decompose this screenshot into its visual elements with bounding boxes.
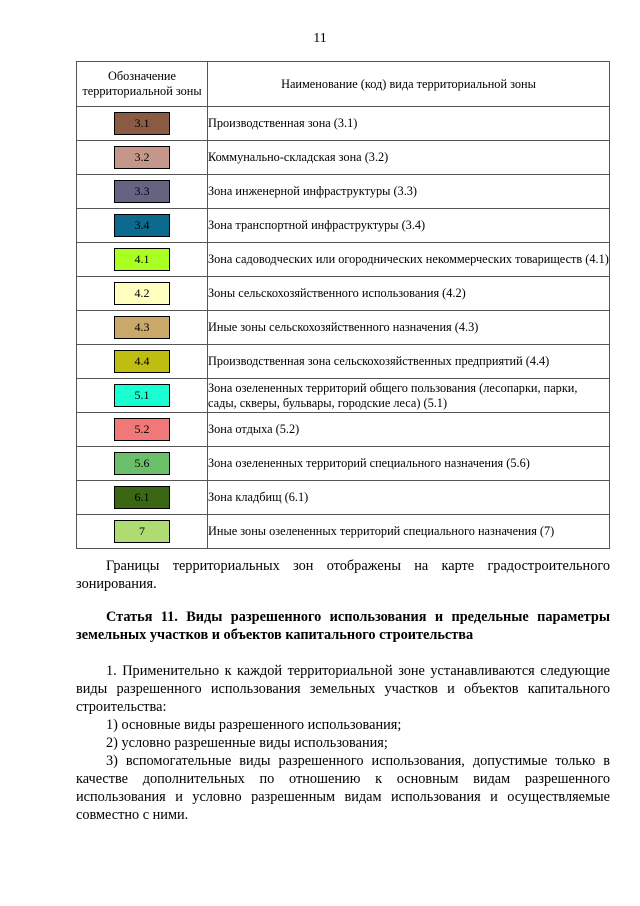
table-row xyxy=(77,379,610,413)
zone-name-cell: Зона озелененных территорий общего пользования (лесопарки, парки, сады, скверы, бульвары, городские леса) (5.1) xyxy=(208,379,610,413)
header-name: Наименование (код) вида территориальной зоны xyxy=(208,62,610,107)
zone-code-cell xyxy=(77,413,208,447)
zones-table-body xyxy=(77,107,610,549)
zone-code-cell xyxy=(77,141,208,175)
zone-code-cell xyxy=(77,515,208,549)
zone-code-cell xyxy=(77,107,208,141)
zone-name-cell: Зона кладбищ (6.1) xyxy=(208,481,610,515)
table-header-row xyxy=(77,62,610,107)
table-row xyxy=(77,141,610,175)
page-number: 11 xyxy=(313,31,327,46)
zone-code-cell xyxy=(77,447,208,481)
zone-name-cell: Производственная зона (3.1) xyxy=(208,107,610,141)
zone-color-swatch: 4.1 xyxy=(114,248,170,271)
zone-color-swatch: 5.2 xyxy=(114,418,170,441)
header-code: Обозначение территориальной зоны xyxy=(77,62,208,107)
zone-code-cell xyxy=(77,277,208,311)
zone-color-swatch: 3.3 xyxy=(114,180,170,203)
zone-name-cell: Коммунально-складская зона (3.2) xyxy=(208,141,610,175)
zone-color-swatch: 5.1 xyxy=(114,384,170,407)
table-row xyxy=(77,447,610,481)
zone-name-cell: Иные зоны озелененных территорий специального назначения (7) xyxy=(208,515,610,549)
zone-name-cell: Зона инженерной инфраструктуры (3.3) xyxy=(208,175,610,209)
zones-table xyxy=(76,61,610,549)
zone-code-cell xyxy=(77,209,208,243)
zone-color-swatch: 5.6 xyxy=(114,452,170,475)
table-row xyxy=(77,413,610,447)
zone-color-swatch: 3.4 xyxy=(114,214,170,237)
zone-code-cell xyxy=(77,345,208,379)
zone-color-swatch: 6.1 xyxy=(114,486,170,509)
table-row xyxy=(77,311,610,345)
zone-code-cell xyxy=(77,379,208,413)
table-row xyxy=(77,481,610,515)
zone-color-swatch: 4.4 xyxy=(114,350,170,373)
list-item-2: 2) условно разрешенные виды использования; xyxy=(106,735,388,751)
list-item-3: 3) вспомогательные виды разрешенного использования, допустимые только в качестве дополнительных по отношению к основным видам разрешенного использования и условно разрешенным видам использования и осуществляемые совместно с ними. xyxy=(76,753,610,823)
zone-name-cell: Зоны сельскохозяйственного использования (4.2) xyxy=(208,277,610,311)
table-row xyxy=(77,209,610,243)
boundaries-text: Границы территориальных зон отображены на карте градостроительного зонирования. xyxy=(76,558,610,592)
zone-color-swatch: 4.3 xyxy=(114,316,170,339)
table-row xyxy=(77,175,610,209)
zone-name-cell: Зона озелененных территорий специального назначения (5.6) xyxy=(208,447,610,481)
zone-code-cell xyxy=(77,175,208,209)
table-row xyxy=(77,515,610,549)
zone-name-cell: Зона садоводческих или огороднических некоммерческих товариществ (4.1) xyxy=(208,243,610,277)
zone-code-cell xyxy=(77,481,208,515)
zone-name-cell: Зона транспортной инфраструктуры (3.4) xyxy=(208,209,610,243)
article-body xyxy=(76,662,610,824)
zone-color-swatch: 3.1 xyxy=(114,112,170,135)
zone-code-cell xyxy=(77,243,208,277)
zone-color-swatch: 3.2 xyxy=(114,146,170,169)
zone-name-cell: Иные зоны сельскохозяйственного назначения (4.3) xyxy=(208,311,610,345)
zone-color-swatch: 4.2 xyxy=(114,282,170,305)
table-row xyxy=(77,277,610,311)
table-row xyxy=(77,107,610,141)
zone-name-cell: Производственная зона сельскохозяйственных предприятий (4.4) xyxy=(208,345,610,379)
table-row xyxy=(77,243,610,277)
table-row xyxy=(77,345,610,379)
list-item-1: 1) основные виды разрешенного использования; xyxy=(106,717,402,733)
boundaries-paragraph xyxy=(76,557,610,593)
zone-color-swatch: 7 xyxy=(114,520,170,543)
zone-code-cell xyxy=(77,311,208,345)
zone-name-cell: Зона отдыха (5.2) xyxy=(208,413,610,447)
paragraph-1: 1. Применительно к каждой территориальной зоне устанавливаются следующие виды разрешенного использования земельных участков и объектов капитального строительства: xyxy=(76,663,610,715)
article-title: Статья 11. Виды разрешенного использования и предельные параметры земельных участков и объектов капитального строительства xyxy=(76,609,610,643)
